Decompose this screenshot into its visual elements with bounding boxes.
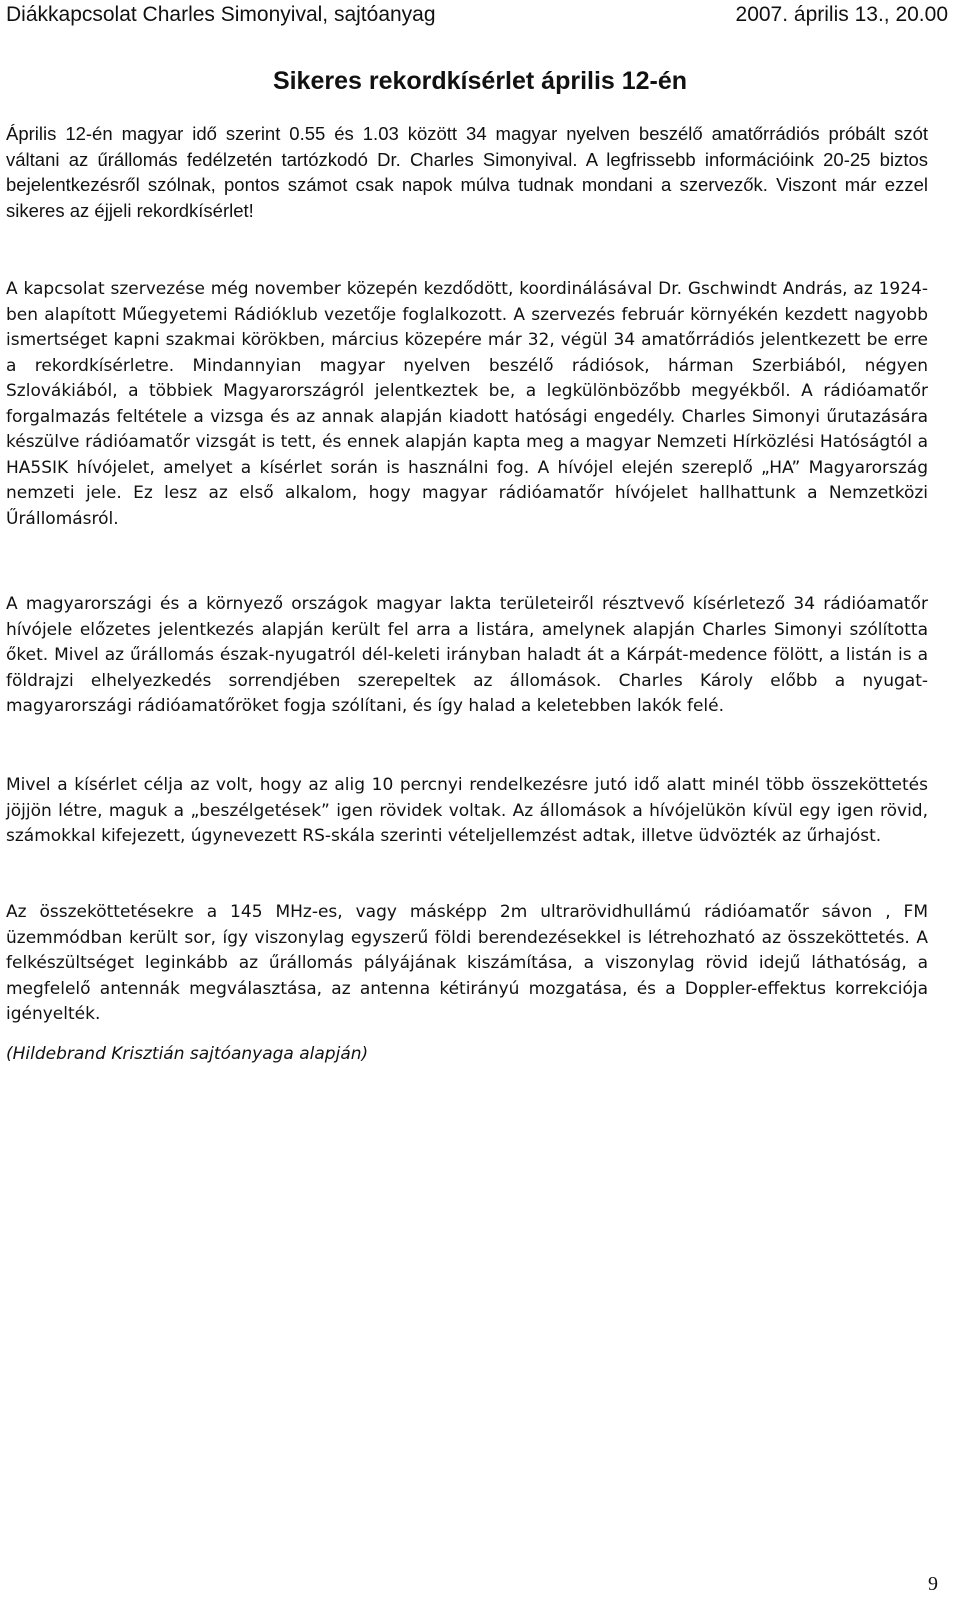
paragraph-intro: Április 12-én magyar idő szerint 0.55 és 1.03 között 34 magyar nyelven beszélő amatőrrádiós próbált szót váltani az űrállomás fedélzetén tartózkodó Dr. Charles Simonyival. A legfrissebb információink 20-25 biztos bejelentkezésről szólnak, pontos számot csak napok múlva tudnak mondani a szervezők. Viszont már ezzel sikeres az éjjeli rekordkísérlet!: [6, 123, 928, 221]
header-title: Diákkapcsolat Charles Simonyival, sajtóanyag: [6, 3, 436, 26]
paragraph-callsign-list: A magyarországi és a környező országok magyar lakta területeiről résztvevő kísérletező 34 rádióamatőr hívójele előzetes jelentkezés alapján került fel arra a listára, amelynek alapján Charles Simonyi szólította őket. Mivel az űrállomás észak-nyugatról dél-keleti irányban haladt át a Kárpát-medence fölött, a listán is a földrajzi elhelyezkedés sorrendjében szerepeltek az állomások. Charles Károly előbb a nyugat-magyarországi rádióamatőröket fogja szólítani, és így halad a keletebben lakók felé.: [6, 594, 928, 716]
page-number: 9: [928, 1573, 938, 1595]
page-header: [6, 1, 948, 41]
paragraph-organization: A kapcsolat szervezése még november közepén kezdődött, koordinálásával Dr. Gschwindt András, az 1924-ben alapított Műegyetemi Rádióklub vezetője foglalkozott. A szervezés február környékén kezdett nagyobb ismertséget kapni szakmai körökben, március közepére már 32, végül 34 amatőrrádiós jelentkezett be erre a rekordkísérletre. Mindannyian magyar nyelven beszélő rádiósok, hárman Szerbiából, négyen Szlovákiából, a többiek Magyarországról jelentkeztek be, a legkülönbözőbb megyékből. A rádióamatőr forgalmazás feltétele a vizsga és az annak alapján kiadott hatósági engedély. Charles Simonyi űrutazására készülve rádióamatőr vizsgát is tett, és ennek alapján kapta meg a magyar Nemzeti Hírközlési Hatóságtól a HA5SIK hívójelet, amelyet a kísérlet során is használni fog. A hívójel elején szereplő „HA” Magyarország nemzeti jele. Ez lesz az első alkalom, hogy magyar rádióamatőr hívójelet hallhattunk a Nemzetközi Űrállomásról.: [6, 279, 928, 529]
paragraph-technical: Az összeköttetésekre a 145 MHz-es, vagy másképp 2m ultrarövidhullámú rádióamatőr sávon , FM üzemmódban került sor, így viszonylag egyszerű földi berendezésekkel is létrehozható az összeköttetés. A felkészültséget leginkább az űrállomás pályájának kiszámítása, a viszonylag rövid idejű láthatóság, a megfelelő antennák megválasztása, az antenna kétirányú mozgatása, és a Doppler-effektus korrekciója igényelték.: [6, 902, 928, 1024]
paragraph-source: (Hildebrand Krisztián sajtóanyaga alapján): [6, 1044, 369, 1064]
paragraph-goal: Mivel a kísérlet célja az volt, hogy az alig 10 percnyi rendelkezésre jutó idő alatt minél több összeköttetés jöjjön létre, maguk a „beszélgetések” igen rövidek voltak. Az állomások a hívójelükön kívül egy igen rövid, számokkal kifejezett, úgynevezett RS-skála szerinti vételjellemzést adtak, illetve üdvözték az űrhajóst.: [6, 775, 928, 846]
header-date: 2007. április 13., 20.00: [735, 3, 948, 26]
article-title: Sikeres rekordkísérlet április 12-én: [272, 67, 688, 95]
